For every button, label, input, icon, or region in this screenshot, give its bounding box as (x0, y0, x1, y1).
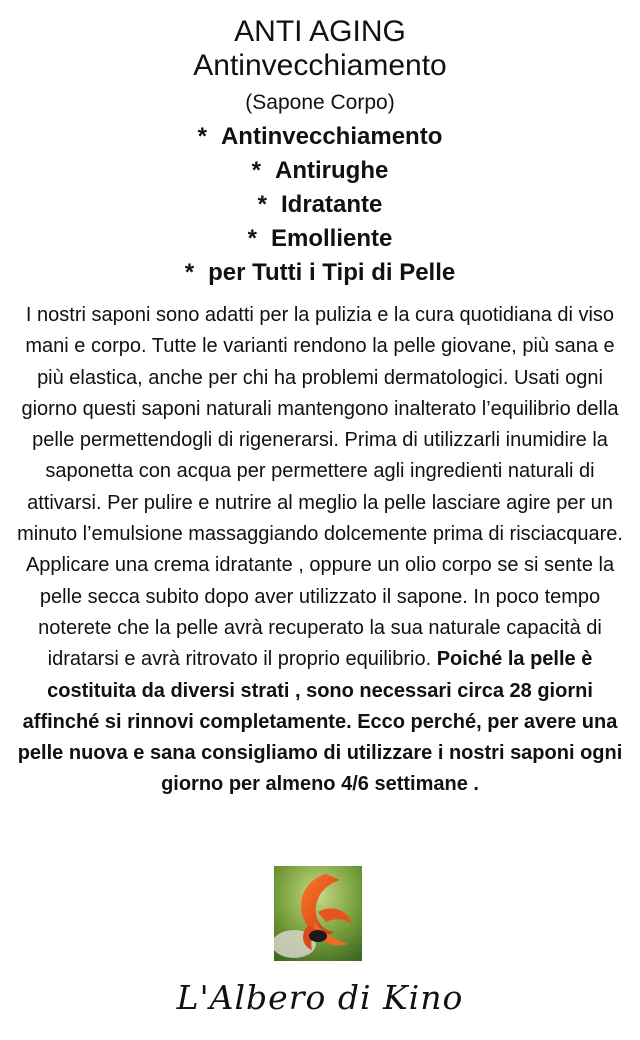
description-text (14, 300, 626, 801)
flower-logo-image (274, 866, 362, 961)
bullet-star: * (257, 191, 267, 218)
bullet-star: * (251, 157, 261, 184)
product-category: (Sapone Corpo) (245, 91, 395, 114)
feature-item: * Antinvecchiamento (197, 123, 443, 150)
feature-item: * Emolliente (247, 225, 393, 252)
feature-list (0, 120, 640, 290)
product-subtitle: Antinvecchiamento (193, 49, 447, 82)
bullet-star: * (247, 225, 257, 252)
feature-item: * per Tutti i Tipi di Pelle (184, 259, 456, 286)
flower-icon (274, 866, 362, 961)
brand-signature: L'Albero di Kino (176, 978, 464, 1017)
description-bold: Poiché la pelle è costituita da diversi strati , sono necessari circa 28 giorni affinché si rinnovi completamente. Ecco perché, per avere una pelle nuova e sana consigliamo di utilizzare i nostri saponi ogni giorno per almeno 4/6 settimane . (17, 648, 623, 796)
bullet-star: * (184, 259, 195, 286)
feature-item: * Idratante (257, 191, 383, 218)
feature-item: * Antirughe (251, 157, 389, 184)
product-title: ANTI AGING (234, 15, 406, 48)
bullet-star: * (197, 123, 207, 150)
description-normal: I nostri saponi sono adatti per la pulizia e la cura quotidiana di viso mani e corpo. Tutte le varianti rendono la pelle giovane, più sana e più elastica, anche per chi ha problemi dermatologici. Usati ogni giorno questi saponi naturali mantengono inalterato l’equilibrio della pelle permettendogli di rigenerarsi. Prima di utilizzarli inumidire la saponetta con acqua per permettere agli ingredienti naturali di attivarsi. Per pulire e nutrire al meglio la pelle lasciare agire per un minuto l’emulsione massaggiando dolcemente prima di risciacquare. Applicare una crema idratante , oppure un olio corpo se si sente la pelle secca subito dopo aver utilizzato il sapone. In poco tempo noterete che la pelle avrà recuperato la sua naturale capacità di idratarsi e avrà ritrovato il proprio equilibrio. (17, 304, 623, 671)
